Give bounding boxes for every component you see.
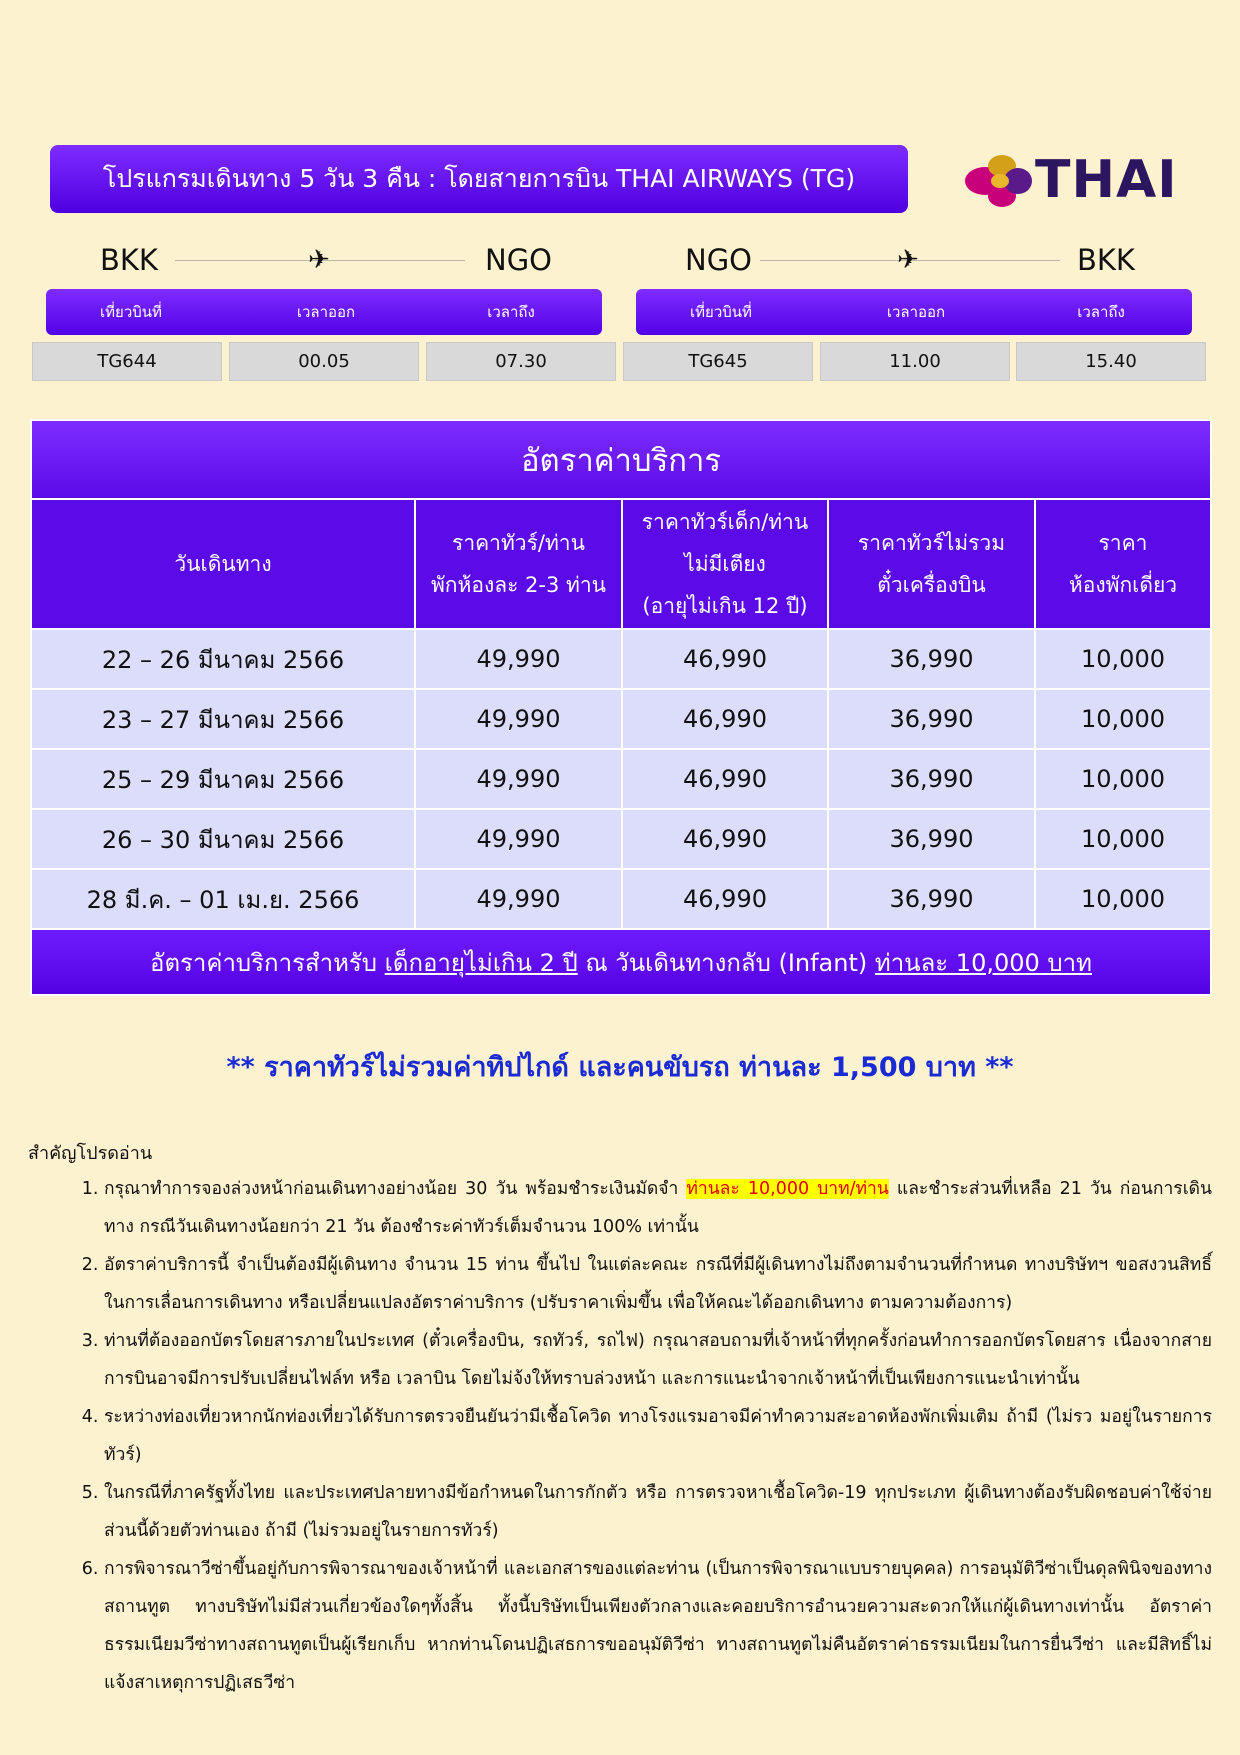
table-row — [31, 809, 1211, 869]
child-price: 46,990 — [622, 689, 828, 749]
list-item: 2. อัตราค่าบริการนี้ จำเป็นต้องมีผู้เดินทาง จำนวน 15 ท่าน ขึ้นไป ในแต่ละคณะ กรณีที่มีผู้เดินทางไม่ถึงตามจำนวนที่กำหนด ทางบริษัทฯ ขอสงวนสิทธิ์ในการเลื่อนการเดินทาง หรือเปลี่ยนแปลงอัตราค่าบริการ (ปรับราคาเพิ่มขึ้น เพื่อให้คณะได้ออกเดินทาง ตามความต้องการ) — [104, 1246, 1212, 1322]
adult-price: 49,990 — [415, 809, 622, 869]
column-header-date: วันเดินทาง — [31, 499, 415, 629]
column-header-adult: ราคาทัวร์/ท่าน พักห้องละ 2-3 ท่าน — [415, 499, 622, 629]
no-ticket-price: 36,990 — [828, 689, 1035, 749]
depart-time-return: 11.00 — [820, 342, 1010, 381]
route-return — [685, 238, 1135, 282]
travel-date: 25 – 29 มีนาคม 2566 — [31, 749, 415, 809]
table-row — [31, 869, 1211, 929]
depart-time-outbound: 00.05 — [229, 342, 419, 381]
list-item: 5. ในกรณีที่ภาครัฐทั้งไทย และประเทศปลายทางมีข้อกำหนดในการกักตัว หรือ การตรวจหาเชื้อโควิด-19 ทุกประเภท ผู้เดินทางต้องรับผิดชอบค่าใช้จ่ายส่วนนี้ด้วยตัวท่านเอง ถ้ามี (ไม่รวมอยู่ในรายการทัวร์) — [104, 1474, 1212, 1550]
depart-header: เวลาออก — [886, 303, 946, 321]
single-room-price: 10,000 — [1035, 749, 1211, 809]
adult-price: 49,990 — [415, 749, 622, 809]
list-item: 4. ระหว่างท่องเที่ยวหากนักท่องเที่ยวได้รับการตรวจยืนยันว่ามีเชื้อโควิด ทางโรงแรมอาจมีค่าทำความสะอาดห้องพักเพิ่มเติม ถ้ามี (ไม่รว มอยู่ในรายการทัวร์) — [104, 1398, 1212, 1474]
column-header-no-ticket: ราคาทัวร์ไม่รวม ตั๋วเครื่องบิน — [828, 499, 1035, 629]
table-row — [31, 749, 1211, 809]
rates-banner: อัตราค่าบริการ — [31, 420, 1211, 499]
no-ticket-price: 36,990 — [828, 869, 1035, 929]
list-item: 3. ท่านที่ต้องออกบัตรโดยสารภายในประเทศ (ตั๋วเครื่องบิน, รถทัวร์, รถไฟ) กรุณาสอบถามที่เจ้าหน้าที่ทุกครั้งก่อนทำการออกบัตรโดยสาร เนื่องจากสายการบินอาจมีการปรับเปลี่ยนไฟล์ท หรือ เวลาบิน โดยไม่จ้งให้ทราบล่วงหน้า และการแนะนำจากเจ้าหน้าที่เป็นเพียงการแนะนำเท่านั้น — [104, 1322, 1212, 1398]
origin-code: BKK — [100, 243, 158, 277]
list-item: 6. การพิจารณาวีซ่าขึ้นอยู่กับการพิจารณาของเจ้าหน้าที่ และเอกสารของแต่ละท่าน (เป็นการพิจารณาแบบรายบุคคล) การอนุมัติวีซ่าเป็นดุลพินิจของทางสถานทูต ทางบริษัทไม่มีส่วนเกี่ยวข้องใดๆทั้งสิ้น ทั้งนี้บริษัทเป็นเพียงตัวกลางและคอยบริการอำนวยความสะดวกให้แก่ผู้เดินทางเท่านั้น อัตราค่าธรรมเนียมวีซ่าทางสถานทูตเป็นผู้เรียกเก็บ หากท่านโดนปฏิเสธการขออนุมัติวีซ่า ทางสถานทูตไม่คืนอัตราค่าธรรมเนียมในการยื่นวีซ่า และมีสิทธิ์ไม่แจ้งสาเหตุการปฏิเสธวีซ่า — [104, 1550, 1212, 1702]
program-title: โปรแกรมเดินทาง 5 วัน 3 คืน : โดยสายการบิน THAI AIRWAYS (TG) — [50, 145, 908, 213]
adult-price: 49,990 — [415, 689, 622, 749]
arrive-time-return: 15.40 — [1016, 342, 1206, 381]
single-room-price: 10,000 — [1035, 689, 1211, 749]
child-price: 46,990 — [622, 749, 828, 809]
flight-header-outbound — [46, 289, 602, 335]
single-room-price: 10,000 — [1035, 629, 1211, 689]
list-item: 1. กรุณาทำการจองล่วงหน้าก่อนเดินทางอย่างน้อย 30 วัน พร้อมชำระเงินมัดจำ ท่านละ 10,000 บาท/ท่าน และชำระส่วนที่เหลือ 21 วัน ก่อนการเดินทาง กรณีวันเดินทางน้อยกว่า 21 วัน ต้องชำระค่าทัวร์เต็มจำนวน 100% เท่านั้น — [104, 1170, 1212, 1246]
infant-rate-note: อัตราค่าบริการสำหรับ เด็กอายุไม่เกิน 2 ปี ณ วันเดินทางกลับ (Infant) ท่านละ 10,000 บาท — [31, 929, 1211, 995]
airplane-icon: ✈ — [308, 245, 330, 275]
flight-number-return: TG645 — [623, 342, 813, 381]
column-header-child: ราคาทัวร์เด็ก/ท่าน ไม่มีเตียง (อายุไม่เกิน 12 ปี) — [622, 499, 828, 629]
depart-header: เวลาออก — [296, 303, 356, 321]
route-outbound — [100, 238, 552, 282]
logo-wordmark: THAI — [1035, 150, 1178, 210]
adult-price: 49,990 — [415, 869, 622, 929]
travel-date: 23 – 27 มีนาคม 2566 — [31, 689, 415, 749]
destination-code: NGO — [485, 243, 552, 277]
arrive-header: เวลาถึง — [1077, 303, 1125, 321]
single-room-price: 10,000 — [1035, 809, 1211, 869]
adult-price: 49,990 — [415, 629, 622, 689]
tip-note: ** ราคาทัวร์ไม่รวมค่าทิปไกด์ และคนขับรถ ท่านละ 1,500 บาท ** — [226, 1052, 1014, 1083]
child-price: 46,990 — [622, 869, 828, 929]
arrive-header: เวลาถึง — [487, 303, 535, 321]
destination-code: BKK — [1077, 243, 1135, 277]
flight-no-header: เที่ยวบินที่ — [690, 303, 752, 321]
flight-number-outbound: TG644 — [32, 342, 222, 381]
no-ticket-price: 36,990 — [828, 809, 1035, 869]
deposit-highlight: ท่านละ 10,000 บาท/ท่าน — [686, 1179, 889, 1199]
no-ticket-price: 36,990 — [828, 749, 1035, 809]
terms-list — [60, 1170, 1212, 1702]
rates-table — [30, 419, 1212, 996]
origin-code: NGO — [685, 243, 752, 277]
no-ticket-price: 36,990 — [828, 629, 1035, 689]
child-price: 46,990 — [622, 629, 828, 689]
important-title: สำคัญโปรดอ่าน — [28, 1143, 153, 1164]
flight-header-return — [636, 289, 1192, 335]
column-header-single: ราคา ห้องพักเดี่ยว — [1035, 499, 1211, 629]
flight-no-header: เที่ยวบินที่ — [100, 303, 162, 321]
travel-date: 28 มี.ค. – 01 เม.ย. 2566 — [31, 869, 415, 929]
single-room-price: 10,000 — [1035, 869, 1211, 929]
airplane-icon: ✈ — [897, 245, 919, 275]
table-row — [31, 689, 1211, 749]
travel-date: 22 – 26 มีนาคม 2566 — [31, 629, 415, 689]
arrive-time-outbound: 07.30 — [426, 342, 616, 381]
travel-date: 26 – 30 มีนาคม 2566 — [31, 809, 415, 869]
rates-header-row — [31, 499, 1211, 629]
table-row — [31, 629, 1211, 689]
child-price: 46,990 — [622, 809, 828, 869]
